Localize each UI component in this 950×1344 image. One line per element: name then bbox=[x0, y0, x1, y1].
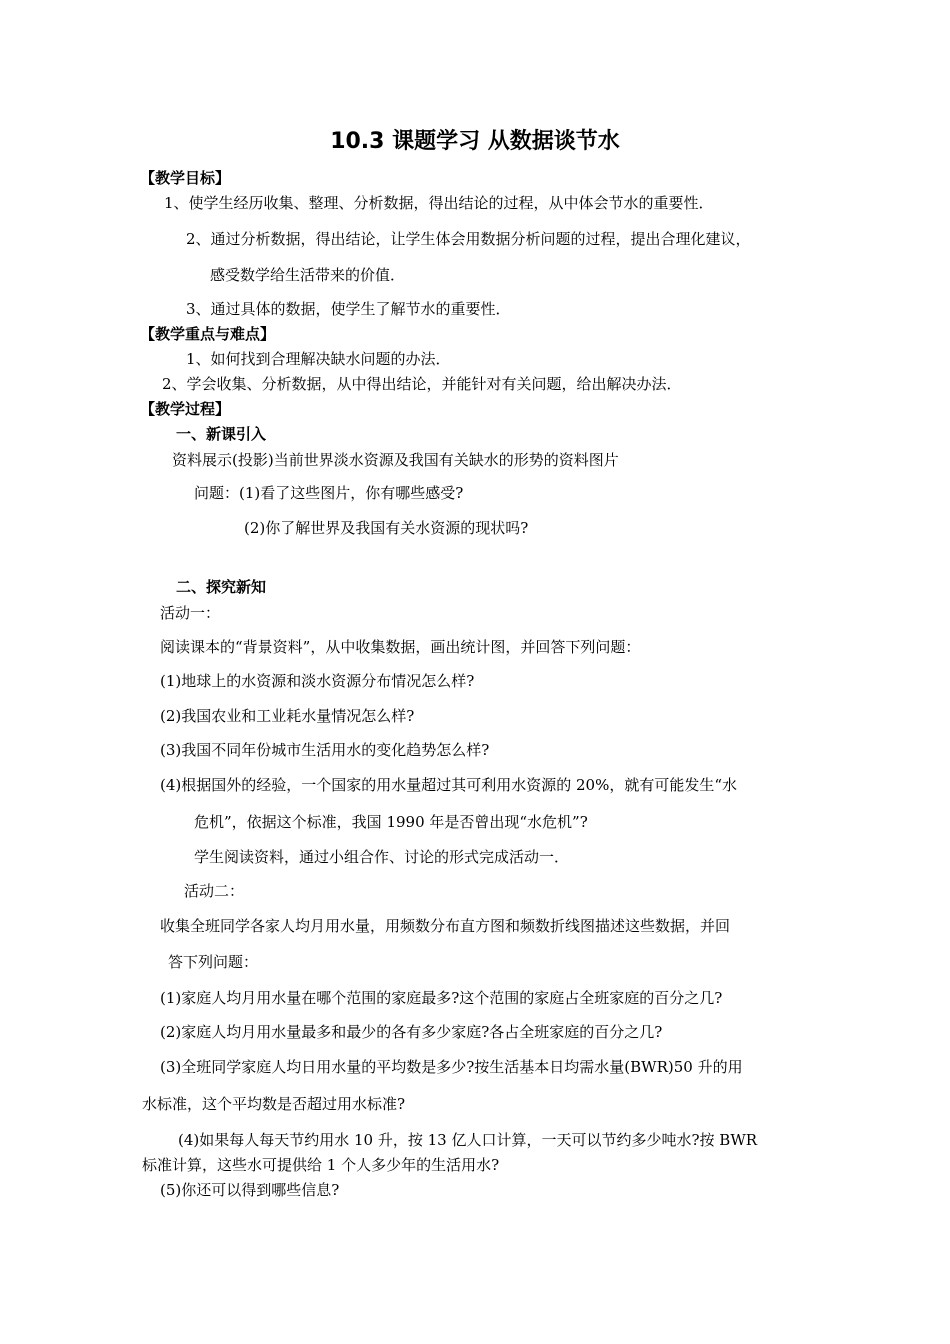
activity1-question-3: (3)我国不同年份城市生活用水的变化趋势怎么样? bbox=[160, 741, 490, 759]
key-point-item-2: 2、学会收集、分析数据，从中得出结论，并能针对有关问题，给出解决办法． bbox=[162, 375, 682, 393]
activity2-question-5: (5)你还可以得到哪些信息? bbox=[160, 1181, 340, 1199]
objectives-heading: 【教学目标】 bbox=[140, 169, 231, 187]
activity2-question-3: (3)全班同学家庭人均日用水量的平均数是多少?按生活基本日均需水量(BWR)50 升的用 bbox=[160, 1058, 743, 1076]
activity1-label: 活动一： bbox=[160, 604, 221, 622]
activity1-question-4: (4)根据国外的经验，一个国家的用水量超过其可利用水资源的 20%，就有可能发生“水 bbox=[160, 776, 738, 794]
activity2-question-4: (4)如果每人每天节约用水 10 升，按 13 亿人口计算，一天可以节约多少吨水?按 BWR bbox=[178, 1131, 758, 1149]
activity1-question-1: (1)地球上的水资源和淡水资源分布情况怎么样? bbox=[160, 672, 475, 690]
activity2-question-2: (2)家庭人均月用水量最多和最少的各有多少家庭?各占全班家庭的百分之几? bbox=[160, 1023, 663, 1041]
objective-item-1: 1、使学生经历收集、整理、分析数据，得出结论的过程，从中体会节水的重要性． bbox=[164, 194, 714, 212]
objective-item-3: 3、通过具体的数据，使学生了解节水的重要性． bbox=[186, 300, 511, 318]
part2-heading: 二、探究新知 bbox=[176, 578, 267, 596]
part1-heading: 一、新课引入 bbox=[176, 425, 267, 443]
part1-question-1: 问题：(1)看了这些图片，你有哪些感受? bbox=[194, 484, 464, 502]
activity2-question-4-cont: 标准计算，这些水可提供给 1 个人多少年的生活用水? bbox=[142, 1156, 500, 1174]
activity1-intro: 阅读课本的“背景资料”，从中收集数据，画出统计图，并回答下列问题： bbox=[160, 638, 641, 656]
activity1-question-4-cont: 危机”，依据这个标准，我国 1990 年是否曾出现“水危机”? bbox=[194, 813, 588, 831]
key-points-heading: 【教学重点与难点】 bbox=[140, 325, 276, 343]
activity2-label: 活动二： bbox=[184, 882, 245, 900]
activity1-question-2: (2)我国农业和工业耗水量情况怎么样? bbox=[160, 707, 415, 725]
page-title: 10.3 课题学习 从数据谈节水 bbox=[330, 129, 620, 154]
part1-intro: 资料展示(投影)当前世界淡水资源及我国有关缺水的形势的资料图片 bbox=[172, 451, 619, 469]
activity2-question-3-cont: 水标准，这个平均数是否超过用水标准? bbox=[142, 1095, 406, 1113]
activity1-note: 学生阅读资料，通过小组合作、讨论的形式完成活动一． bbox=[194, 848, 570, 866]
activity2-intro: 收集全班同学各家人均月用水量，用频数分布直方图和频数折线图描述这些数据，并回 bbox=[160, 917, 731, 935]
objective-item-2-cont: 感受数学给生活带来的价值． bbox=[210, 266, 406, 284]
activity2-intro-cont: 答下列问题： bbox=[168, 953, 259, 971]
objective-item-2: 2、通过分析数据，得出结论，让学生体会用数据分析问题的过程，提出合理化建议， bbox=[186, 230, 751, 248]
part1-question-2: (2)你了解世界及我国有关水资源的现状吗? bbox=[244, 519, 529, 537]
process-heading: 【教学过程】 bbox=[140, 400, 231, 418]
activity2-question-1: (1)家庭人均月用水量在哪个范围的家庭最多?这个范围的家庭占全班家庭的百分之几? bbox=[160, 989, 723, 1007]
key-point-item-1: 1、如何找到合理解决缺水问题的办法． bbox=[186, 350, 451, 368]
